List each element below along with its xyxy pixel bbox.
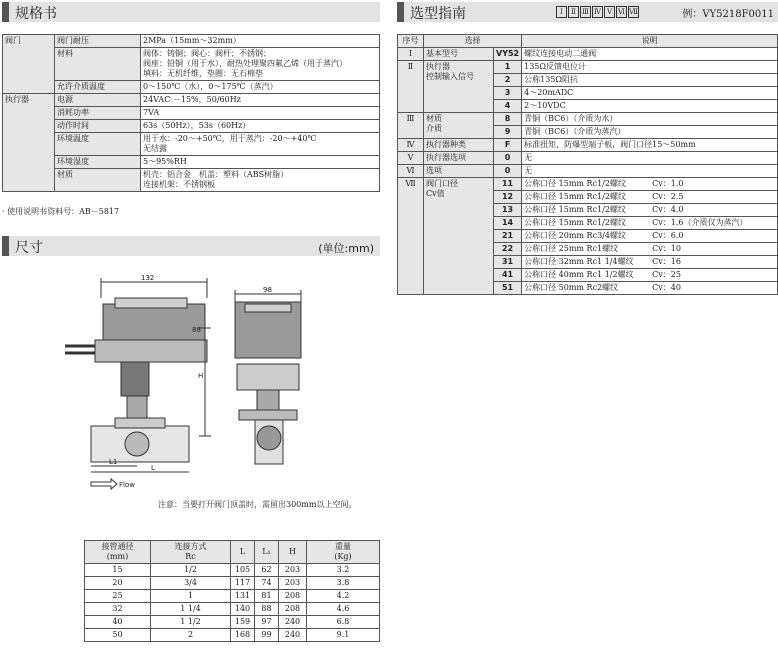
dim-cell: 99 [255, 629, 279, 642]
selection-code: 14 [494, 217, 522, 230]
col-select: 选择 [424, 35, 522, 48]
selection-section-header [397, 2, 778, 22]
selection-desc [522, 191, 778, 204]
dim-row [85, 590, 380, 603]
selection-code-boxes [556, 6, 640, 18]
selection-desc [522, 74, 778, 87]
spec-table [2, 34, 380, 192]
selection-desc-text: 无 [524, 153, 533, 162]
selection-cv: Cv：16 [652, 257, 681, 266]
valve-front-view [65, 278, 211, 472]
spec-item: 消耗功率 [55, 107, 141, 120]
selection-code: 21 [494, 230, 522, 243]
selection-desc [522, 61, 778, 74]
dim-cell: 208 [279, 590, 307, 603]
spec-value [141, 169, 380, 192]
spec-value [141, 107, 380, 120]
selection-desc-text: 公称口径 15mm Rc1/2螺纹 [524, 218, 626, 227]
spec-row [3, 156, 380, 169]
flow-arrow-icon [91, 479, 117, 489]
selection-desc-text: 4～20mADC [524, 88, 574, 97]
spec-value-line: 连接机架：不锈钢板 [143, 180, 215, 189]
selection-desc [522, 243, 778, 256]
spec-row [3, 48, 380, 81]
dim-row [85, 577, 380, 590]
selection-desc [522, 87, 778, 100]
selection-code: 2 [494, 74, 522, 87]
selection-desc [522, 152, 778, 165]
col-l: L [231, 541, 255, 564]
dim-label-l: L [151, 464, 155, 472]
spec-value [141, 94, 380, 107]
selection-group-name [424, 48, 494, 61]
selection-row [398, 139, 778, 152]
spec-value [141, 81, 380, 94]
selection-cv: Cv：1.0 [652, 179, 684, 188]
selection-desc-text: 公称口径 50mm Rc2螺纹 [524, 283, 619, 292]
selection-code: F [494, 139, 522, 152]
dim-cell: 203 [279, 577, 307, 590]
dim-cell: 15 [85, 564, 151, 577]
dim-cell: 3.2 [307, 564, 380, 577]
dim-cell: 168 [231, 629, 255, 642]
col-no: 序号 [398, 35, 424, 48]
selection-group-no: Ⅳ [398, 139, 424, 152]
spec-value-line: 7VA [143, 108, 160, 117]
selection-code: 31 [494, 256, 522, 269]
dim-cell: 1 [151, 590, 231, 603]
col-h: H [279, 541, 307, 564]
selection-desc-text: 公称口径 15mm Rc1/2螺纹 [524, 205, 626, 214]
selection-row [398, 152, 778, 165]
selection-row [398, 113, 778, 126]
selection-desc [522, 126, 778, 139]
dim-cell: 203 [279, 564, 307, 577]
selection-group-name [424, 113, 494, 139]
selection-desc [522, 217, 778, 230]
selection-desc [522, 269, 778, 282]
spec-value [141, 48, 380, 81]
selection-row [398, 178, 778, 191]
dim-cell: 32 [85, 603, 151, 616]
selection-group-name-line: 材质 [426, 114, 442, 123]
spec-item: 环境温度 [55, 133, 141, 156]
selection-title: 选型指南 [410, 6, 466, 22]
selection-group-no: Ⅰ [398, 48, 424, 61]
code-box: Ⅲ [580, 6, 591, 18]
selection-code: 13 [494, 204, 522, 217]
spec-value-line: 24VAC －15%，50/60Hz [143, 95, 241, 104]
selection-desc [522, 282, 778, 295]
selection-group-name-line: 阀门口径 [426, 179, 458, 188]
dimensions-note: 注意：当要打开阀门顶盖时，需留出300mm以上空间。 [158, 500, 357, 509]
dim-cell: 1 1/2 [151, 616, 231, 629]
spec-value-line: 填料：无机纤维，垫圈：无石棉垫 [143, 69, 263, 78]
selection-group-name [424, 139, 494, 152]
selection-cv: Cv：4.0 [652, 205, 684, 214]
selection-desc-text: 标准扭矩，防爆型端子板，阀门口径15～50mm [524, 140, 696, 149]
selection-desc-text: 青铜（BC6）（介质为水） [524, 114, 618, 123]
spec-footnote: · 使用说明书资料号：AB－5817 [2, 207, 120, 216]
spec-value [141, 156, 380, 169]
selection-group-no: Ⅲ [398, 113, 424, 139]
spec-group: 执行器 [3, 94, 55, 192]
dim-row [85, 616, 380, 629]
spec-row [3, 120, 380, 133]
selection-desc-text: 无 [524, 166, 533, 175]
spec-section-header [2, 2, 380, 22]
spec-value-line: 用于水：-20～+50℃，用于蒸汽：-20～+40℃ [143, 134, 317, 143]
spec-value [141, 35, 380, 48]
valve-drawing [55, 268, 385, 498]
selection-desc [522, 165, 778, 178]
selection-code: 3 [494, 87, 522, 100]
spec-row [3, 94, 380, 107]
selection-code: 9 [494, 126, 522, 139]
dimensions-table [84, 540, 380, 642]
dim-cell: 159 [231, 616, 255, 629]
dim-cell: 74 [255, 577, 279, 590]
dim-cell: 2 [151, 629, 231, 642]
spec-value-line: 63s（50Hz），53s（60Hz） [143, 121, 251, 130]
selection-desc-text: 公称口径 32mm Rc1 1/4螺纹 [524, 257, 634, 266]
selection-cv: Cv：2.5 [652, 192, 684, 201]
dim-cell: 50 [85, 629, 151, 642]
selection-code: 1 [494, 61, 522, 74]
selection-group-name [424, 61, 494, 113]
dim-row [85, 629, 380, 642]
dim-cell: 140 [231, 603, 255, 616]
dim-cell: 40 [85, 616, 151, 629]
selection-desc-text: 公称口径 20mm Rc3/4螺纹 [524, 231, 626, 240]
selection-group-name [424, 152, 494, 165]
spec-group: 阀门 [3, 35, 55, 94]
spec-value-line: 0～150℃（水），0～175℃（蒸汽） [143, 82, 278, 91]
selection-desc-text: 公称口径 15mm Rc1/2螺纹 [524, 179, 626, 188]
dim-row [85, 564, 380, 577]
dim-cell: 208 [279, 603, 307, 616]
selection-desc [522, 113, 778, 126]
code-box: Ⅶ [629, 8, 639, 16]
dim-cell: 3.8 [307, 577, 380, 590]
spec-item: 阀门耐压 [55, 35, 141, 48]
selection-desc-text: 公称口径 25mm Rc1螺纹 [524, 244, 619, 253]
spec-item: 材料 [55, 48, 141, 81]
selection-desc [522, 100, 778, 113]
selection-code: 12 [494, 191, 522, 204]
spec-row [3, 133, 380, 156]
dim-label-l1: L1 [109, 458, 118, 466]
selection-cv: Cv：6.0 [652, 231, 684, 240]
selection-group-name-line: Cv值 [426, 189, 445, 198]
selection-code: 22 [494, 243, 522, 256]
dim-row [85, 603, 380, 616]
dim-cell: 62 [255, 564, 279, 577]
selection-group-no: Ⅱ [398, 61, 424, 113]
selection-group-name-line: 控制输入信号 [426, 72, 474, 81]
dim-cell: 3/4 [151, 577, 231, 590]
col-desc: 说明 [522, 35, 778, 48]
dim-cell: 9.1 [307, 629, 380, 642]
code-box: Ⅳ [594, 8, 601, 16]
selection-desc [522, 139, 778, 152]
code-box: Ⅴ [604, 6, 615, 18]
dim-cell: 4.2 [307, 590, 380, 603]
selection-group-name-line: 执行器种类 [426, 140, 466, 149]
spec-row [3, 169, 380, 192]
dim-cell: 20 [85, 577, 151, 590]
dim-cell: 1 1/4 [151, 603, 231, 616]
selection-code: 0 [494, 152, 522, 165]
selection-group-name-line: 执行器 [426, 62, 450, 71]
spec-item: 允许介质温度 [55, 81, 141, 94]
dim-cell: 88 [255, 603, 279, 616]
flow-label: Flow [119, 481, 135, 489]
selection-group-no: Ⅵ [398, 165, 424, 178]
spec-value-line: 5～95%RH [143, 157, 187, 166]
spec-row [3, 107, 380, 120]
dim-label-132: 132 [141, 274, 155, 282]
spec-value-line: 无结露 [143, 144, 167, 153]
selection-row [398, 61, 778, 74]
valve-side-view [235, 290, 301, 464]
selection-code: VY52 [494, 48, 522, 61]
selection-desc-text: 135Ω反馈电位计 [524, 62, 587, 71]
dim-cell: 1/2 [151, 564, 231, 577]
selection-code: 11 [494, 178, 522, 191]
selection-code: 8 [494, 113, 522, 126]
dim-cell: 97 [255, 616, 279, 629]
spec-value-line: 阀座：铅铜（用于水），耐热处理聚四氟乙烯（用于蒸汽） [143, 59, 347, 68]
spec-item: 动作时间 [55, 120, 141, 133]
selection-code: 51 [494, 282, 522, 295]
code-box: Ⅱ [568, 6, 579, 18]
spec-item: 材质 [55, 169, 141, 192]
spec-value [141, 133, 380, 156]
selection-table [397, 34, 778, 295]
dim-cell: 4.6 [307, 603, 380, 616]
selection-row [398, 165, 778, 178]
selection-desc-text: 青铜（BC6）（介质为蒸汽） [524, 127, 626, 136]
code-box: Ⅰ [556, 6, 567, 18]
spec-value [141, 120, 380, 133]
col-weight: 重量 (Kg) [307, 541, 380, 564]
dim-cell: 6.8 [307, 616, 380, 629]
dim-cell: 240 [279, 616, 307, 629]
dim-label-98: 98 [263, 286, 272, 294]
selection-row [398, 48, 778, 61]
selection-desc [522, 178, 778, 191]
dimensions-title: 尺寸 [15, 240, 43, 256]
dim-cell: 240 [279, 629, 307, 642]
selection-group-name [424, 165, 494, 178]
dim-cell: 105 [231, 564, 255, 577]
dim-label-h: H [198, 372, 204, 380]
selection-desc-text: 螺纹连接电动二通阀 [524, 49, 597, 58]
selection-cv: Cv：1.6（介质仅为蒸汽） [652, 218, 748, 227]
spec-item: 电源 [55, 94, 141, 107]
selection-group-no: Ⅶ [398, 178, 424, 295]
col-size: 接管通径 (mm) [85, 541, 151, 564]
spec-row [3, 35, 380, 48]
selection-cv: Cv：10 [652, 244, 681, 253]
dim-cell: 117 [231, 577, 255, 590]
selection-cv: Cv：40 [652, 283, 681, 292]
dim-label-88: 88 [192, 326, 201, 334]
spec-title: 规格书 [15, 6, 57, 22]
selection-group-name-line: 基本型号 [426, 49, 458, 58]
selection-code: 4 [494, 100, 522, 113]
selection-example: 例：VY5218F0011 [682, 9, 774, 20]
dimensions-unit: (单位:mm) [318, 242, 374, 255]
selection-desc-text: 公称135Ω阻抗 [524, 75, 579, 84]
code-box: Ⅵ [617, 8, 626, 16]
selection-desc [522, 204, 778, 217]
col-conn: 连接方式 Rc [151, 541, 231, 564]
selection-desc-text: 2～10VDC [524, 101, 566, 110]
selection-desc [522, 230, 778, 243]
dim-cell: 25 [85, 590, 151, 603]
selection-desc-text: 公称口径 40mm Rc1 1/2螺纹 [524, 270, 634, 279]
spec-item: 环境湿度 [55, 156, 141, 169]
col-l1: L₁ [255, 541, 279, 564]
dimensions-section-header [2, 236, 380, 256]
selection-desc [522, 256, 778, 269]
selection-group-no: Ⅴ [398, 152, 424, 165]
spec-value-line: 机壳：铝合金 机盖：塑料（ABS树脂） [143, 170, 289, 179]
selection-code: 41 [494, 269, 522, 282]
selection-group-name-line: 执行器选项 [426, 153, 466, 162]
dim-cell: 131 [231, 590, 255, 603]
selection-group-name [424, 178, 494, 295]
selection-group-name-line: 选项 [426, 166, 442, 175]
dim-cell: 81 [255, 590, 279, 603]
spec-value-line: 2MPa（15mm～32mm） [143, 36, 241, 45]
selection-group-name-line: 介质 [426, 124, 442, 133]
selection-desc [522, 48, 778, 61]
selection-cv: Cv：25 [652, 270, 681, 279]
spec-value-line: 阀体：铸铜；阀心：阀杆；不锈钢； [143, 49, 271, 58]
spec-row [3, 81, 380, 94]
selection-desc-text: 公称口径 15mm Rc1/2螺纹 [524, 192, 626, 201]
selection-code: 0 [494, 165, 522, 178]
